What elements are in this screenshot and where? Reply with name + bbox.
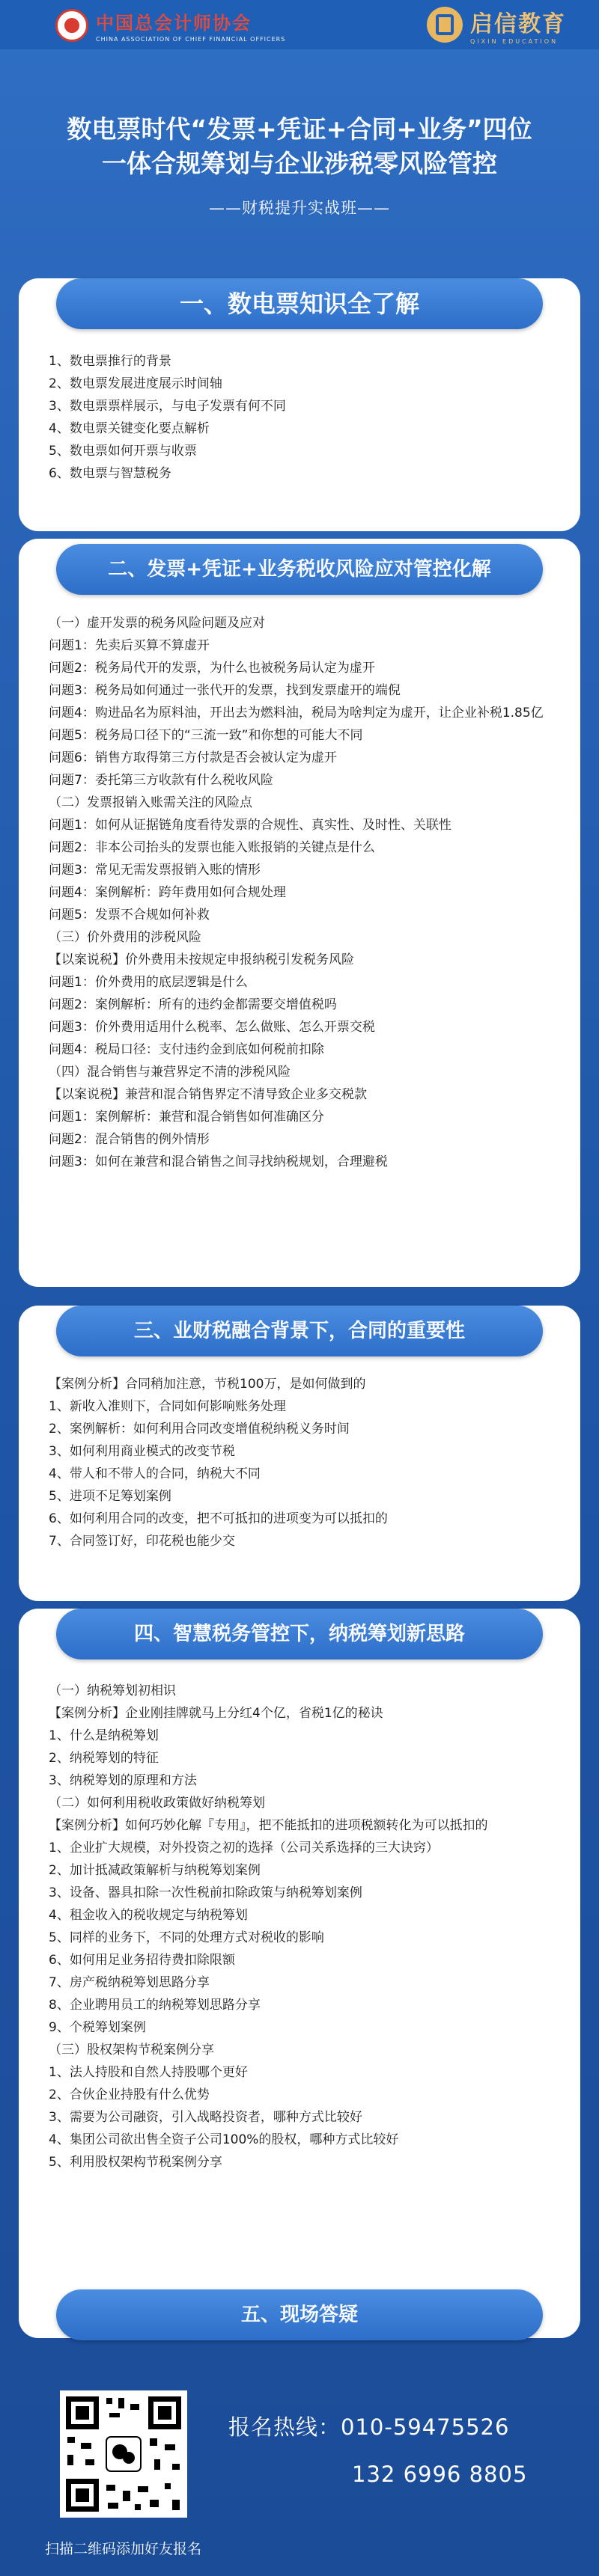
list-item	[49, 440, 558, 462]
list-item	[49, 1440, 558, 1463]
list-item-text: 混合销售的例外情形	[94, 1132, 210, 1147]
list-item-text: 什么是纳税筹划	[69, 1728, 159, 1743]
qr-code	[60, 2390, 187, 2518]
list-item-number: 问题1：	[49, 975, 95, 990]
list-item-number: 1、	[49, 354, 70, 369]
section-heading-3: 三、业财税融合背景下，合同的重要性	[56, 1306, 543, 1356]
list-item-number: 问题3：	[49, 1020, 95, 1035]
list-item	[49, 724, 558, 747]
list-item-number: 问题3：	[49, 1154, 95, 1169]
section-list-1	[49, 350, 558, 485]
list-item-number: 问题2：	[49, 840, 95, 855]
list-item-number: 2、	[49, 1751, 70, 1766]
list-item-text: 税局口径：支付违约金到底如何税前扣除	[94, 1042, 324, 1057]
qixin-logo	[427, 4, 592, 45]
list-item	[49, 1485, 558, 1508]
list-item-text: 税务局代开的发票，为什么也被税务局认定为虚开	[94, 661, 375, 676]
list-item-number: 6、	[49, 1953, 70, 1968]
list-item-text: 利用股权架构节税案例分享	[69, 2155, 222, 2170]
list-item	[49, 2106, 558, 2129]
list-item	[49, 1837, 558, 1859]
list-item-text: 如何巧妙化解『专用』，把不能抵扣的进项税额转化为可以抵扣的	[125, 1818, 488, 1833]
association-seal-icon	[55, 9, 88, 42]
list-item-text: 新收入准则下，合同如何影响账务处理	[69, 1399, 286, 1414]
list-item-number: 问题4：	[49, 885, 95, 900]
list-item-number: （四）	[49, 1065, 87, 1080]
title-line-2: 一体合规筹划与企业涉税零风险管控	[102, 149, 497, 178]
list-item	[49, 350, 558, 373]
list-item	[49, 1904, 558, 1927]
list-item-number: 3、	[49, 1773, 70, 1788]
top-banner	[0, 0, 599, 49]
list-item	[49, 1083, 558, 1106]
list-item-number: 【案例分析】	[49, 1377, 125, 1392]
list-item-number: 2、	[49, 376, 70, 391]
cacfo-logo	[55, 7, 302, 43]
list-item-text: 数电票发展进度展示时间轴	[69, 376, 222, 391]
list-item-text: 混合销售与兼营界定不清的涉税风险	[87, 1065, 291, 1080]
list-item-number: 3、	[49, 1444, 70, 1459]
list-item	[49, 679, 558, 702]
list-item-number: （一）	[49, 616, 87, 631]
list-item	[49, 1747, 558, 1769]
list-item	[49, 994, 558, 1016]
list-item-number: 问题2：	[49, 997, 95, 1012]
list-item-text: 价外费用的底层逻辑是什么	[94, 975, 248, 990]
hotline-phone-2: 132 6996 8805	[352, 2462, 528, 2487]
list-item-text: 股权架构节税案例分享	[87, 2043, 214, 2058]
list-item-text: 数电票与智慧税务	[69, 466, 171, 481]
list-item-number: 问题2：	[49, 1132, 95, 1147]
list-item-number: 问题4：	[49, 706, 95, 721]
list-item-number: 问题4：	[49, 1042, 95, 1057]
list-item-number: 1、	[49, 1399, 70, 1414]
list-item-number: 7、	[49, 1975, 70, 1990]
list-item-text: 进项不足筹划案例	[69, 1489, 171, 1504]
list-item	[49, 702, 558, 724]
list-item	[49, 1463, 558, 1485]
list-item	[49, 657, 558, 679]
list-item-text: 销售方取得第三方付款是否会被认定为虚开	[94, 750, 337, 765]
list-item-number: 【案例分析】	[49, 1706, 125, 1721]
list-item	[49, 1994, 558, 2016]
list-item-number: （一）	[49, 1683, 87, 1698]
list-item-number: 【案例分析】	[49, 1818, 125, 1833]
association-name: 中国总会计师协会	[96, 12, 252, 34]
list-item-number: 5、	[49, 2155, 70, 2170]
list-item-number: 4、	[49, 2132, 70, 2147]
list-item-text: 如何在兼营和混合销售之间寻找纳税规划，合理避税	[94, 1154, 388, 1169]
list-item-text: 案例解析：所有的违约金都需要交增值税吗	[94, 997, 337, 1012]
hotline-phone-1: 010-59475526	[341, 2414, 510, 2440]
list-item	[49, 2039, 558, 2061]
list-item	[49, 904, 558, 926]
list-item-number: 问题5：	[49, 908, 95, 923]
list-item-text: 企业聘用员工的纳税筹划思路分享	[69, 1998, 261, 2013]
list-item	[49, 1395, 558, 1418]
section-list-2	[49, 612, 558, 1173]
qixin-name-en: QIXIN EDUCATION	[470, 37, 559, 45]
list-item-number: 问题5：	[49, 728, 95, 743]
list-item-text: 常见无需发票报销入账的情形	[94, 863, 261, 878]
section-heading-2: 二、发票+凭证+业务税收风险应对管控化解	[56, 544, 543, 595]
list-item	[49, 2016, 558, 2039]
list-item	[49, 1859, 558, 1882]
list-item-text: 纳税筹划初相识	[87, 1683, 176, 1698]
list-item-number: （三）	[49, 2043, 87, 2058]
list-item	[49, 836, 558, 859]
list-item	[49, 792, 558, 814]
list-item-number: 5、	[49, 444, 70, 459]
list-item-number: 2、	[49, 1863, 70, 1878]
list-item	[49, 1508, 558, 1530]
list-item-number: 2、	[49, 2087, 70, 2102]
list-item-text: 设备、器具扣除一次性税前扣除政策与纳税筹划案例	[69, 1885, 362, 1900]
list-item-number: 7、	[49, 1534, 70, 1549]
list-item	[49, 1061, 558, 1083]
list-item-number: 1、	[49, 2065, 70, 2080]
list-item-number: 1、	[49, 1728, 70, 1743]
list-item	[49, 1702, 558, 1725]
list-item-text: 数电票推行的背景	[69, 354, 171, 369]
list-item-number: 问题3：	[49, 863, 95, 878]
list-item	[49, 926, 558, 949]
list-item-text: 加计抵减政策解析与纳税筹划案例	[69, 1863, 261, 1878]
qixin-mark-icon	[427, 7, 463, 43]
list-item-text: 发票报销入账需关注的风险点	[87, 795, 252, 810]
list-item-number: 5、	[49, 1930, 70, 1945]
list-item-number: （三）	[49, 930, 87, 945]
list-item-text: 个税筹划案例	[69, 2020, 146, 2035]
section-heading-1: 一、数电票知识全了解	[56, 278, 543, 329]
list-item-number: 3、	[49, 2110, 70, 2125]
list-item-text: 购进品名为原料油，开出去为燃料油，税局为啥判定为虚开，让企业补税1.85亿	[94, 706, 544, 721]
association-name-en: CHINA ASSOCIATION OF CHIEF FINANCIAL OFFICERS	[96, 36, 286, 43]
list-item	[49, 462, 558, 485]
list-item-text: 价外费用未按规定申报纳税引发税务风险	[125, 952, 354, 967]
list-item	[49, 1373, 558, 1395]
list-item	[49, 395, 558, 417]
hotline	[228, 2411, 509, 2441]
list-item	[49, 2084, 558, 2106]
list-item	[49, 2061, 558, 2084]
list-item-text: 数电票如何开票与收票	[69, 444, 197, 459]
list-item-number: 1、	[49, 1841, 70, 1855]
list-item	[49, 971, 558, 994]
list-item	[49, 769, 558, 792]
list-item-text: 如何利用商业模式的改变节税	[69, 1444, 235, 1459]
list-item	[49, 2129, 558, 2151]
list-item	[49, 1927, 558, 1949]
list-item-text: 企业扩大规模，对外投资之初的选择（公司关系选择的三大诀窍）	[69, 1841, 439, 1855]
list-item	[49, 1725, 558, 1747]
list-item-text: 房产税纳税筹划思路分享	[69, 1975, 210, 1990]
list-item	[49, 1769, 558, 1792]
list-item-text: 虚开发票的税务风险问题及应对	[87, 616, 265, 631]
list-item	[49, 814, 558, 836]
list-item	[49, 747, 558, 769]
list-item-text: 合同稍加注意，节税100万，是如何做到的	[125, 1377, 366, 1392]
list-item	[49, 417, 558, 440]
page-subtitle: ——财税提升实战班——	[209, 199, 390, 217]
list-item-text: 纳税筹划的原理和方法	[69, 1773, 197, 1788]
list-item-number: 8、	[49, 1998, 70, 2013]
section-list-4	[49, 1680, 558, 2173]
list-item-text: 企业刚挂牌就马上分红4个亿，省税1亿的秘诀	[125, 1706, 383, 1721]
list-item-number: 4、	[49, 421, 70, 436]
list-item-text: 如何用足业务招待费扣除限额	[69, 1953, 235, 1968]
list-item-number: 问题1：	[49, 638, 95, 653]
list-item-number: 3、	[49, 1885, 70, 1900]
list-item-number: （二）	[49, 1796, 87, 1811]
list-item-text: 如何从证据链角度看待发票的合规性、真实性、及时性、关联性	[94, 818, 451, 833]
list-item	[49, 1792, 558, 1814]
title-line-1: 数电票时代“发票+凭证+合同+业务”四位	[67, 114, 532, 144]
list-item-text: 带人和不带人的合同，纳税大不同	[69, 1466, 261, 1481]
list-item	[49, 1814, 558, 1837]
list-item-text: 税务局口径下的“三流一致”和你想的可能大不同	[94, 728, 363, 743]
list-item-number: 6、	[49, 1511, 70, 1526]
list-item	[49, 1128, 558, 1151]
list-item-number: 问题1：	[49, 1110, 95, 1125]
list-item-number: 4、	[49, 1466, 70, 1481]
list-item	[49, 634, 558, 657]
list-item-text: 价外费用的涉税风险	[87, 930, 201, 945]
list-item-text: 集团公司欲出售全资子公司100%的股权，哪种方式比较好	[69, 2132, 399, 2147]
list-item-text: 同样的业务下，不同的处理方式对税收的影响	[69, 1930, 324, 1945]
list-item-number: （二）	[49, 795, 87, 810]
list-item-text: 案例解析：如何利用合同改变增值税纳税义务时间	[69, 1422, 350, 1437]
list-item-number: 3、	[49, 399, 70, 414]
list-item-text: 纳税筹划的特征	[69, 1751, 159, 1766]
list-item	[49, 1106, 558, 1128]
list-item-number: 6、	[49, 466, 70, 481]
list-item-text: 数电票票样展示，与电子发票有何不同	[69, 399, 286, 414]
list-item-text: 案例解析：跨年费用如何合规处理	[94, 885, 286, 900]
list-item-text: 先卖后买算不算虚开	[94, 638, 210, 653]
list-item-text: 价外费用适用什么税率、怎么做账、怎么开票交税	[94, 1020, 375, 1035]
section-list-3	[49, 1373, 558, 1552]
list-item-text: 发票不合规如何补救	[94, 908, 210, 923]
list-item-text: 需要为公司融资，引入战略投资者，哪种方式比较好	[69, 2110, 362, 2125]
list-item	[49, 1971, 558, 1994]
list-item-text: 如何利用合同的改变，把不可抵扣的进项变为可以抵扣的	[69, 1511, 388, 1526]
list-item-number: 问题1：	[49, 818, 95, 833]
list-item	[49, 1038, 558, 1061]
list-item-text: 数电票关键变化要点解析	[69, 421, 210, 436]
qr-code-icon	[60, 2390, 187, 2518]
list-item	[49, 612, 558, 634]
list-item-text: 委托第三方收款有什么税收风险	[94, 773, 273, 788]
list-item	[49, 1882, 558, 1904]
section-heading-5: 五、现场答疑	[56, 2289, 543, 2340]
list-item-text: 税务局如何通过一张代开的发票，找到发票虚开的端倪	[94, 683, 401, 698]
section-heading-4: 四、智慧税务管控下，纳税筹划新思路	[56, 1609, 543, 1659]
list-item-text: 兼营和混合销售界定不清导致企业多交税款	[125, 1087, 367, 1102]
list-item-text: 合伙企业持股有什么优势	[69, 2087, 210, 2102]
list-item-number: 2、	[49, 1422, 70, 1437]
list-item-number: 9、	[49, 2020, 70, 2035]
list-item-number: 【以案说税】	[49, 1087, 125, 1102]
list-item-number: 问题2：	[49, 661, 95, 676]
list-item-text: 租金收入的税收规定与纳税筹划	[69, 1908, 248, 1923]
list-item-number: 5、	[49, 1489, 70, 1504]
list-item	[49, 1151, 558, 1173]
list-item	[49, 1949, 558, 1971]
list-item	[49, 1418, 558, 1440]
list-item-text: 合同签订好，印花税也能少交	[69, 1534, 235, 1549]
list-item-text: 案例解析：兼营和混合销售如何准确区分	[94, 1110, 324, 1125]
scan-qr-caption: 扫描二维码添加好友报名	[45, 2541, 202, 2557]
list-item-text: 法人持股和自然人持股哪个更好	[69, 2065, 248, 2080]
list-item-text: 非本公司抬头的发票也能入账报销的关键点是什么	[94, 840, 375, 855]
list-item-number: 问题7：	[49, 773, 95, 788]
list-item-text: 如何利用税收政策做好纳税筹划	[87, 1796, 265, 1811]
list-item	[49, 1016, 558, 1038]
hotline-label: 报名热线：	[228, 2414, 341, 2440]
list-item-number: 4、	[49, 1908, 70, 1923]
list-item	[49, 2151, 558, 2173]
list-item	[49, 1530, 558, 1552]
list-item	[49, 949, 558, 971]
list-item	[49, 373, 558, 395]
page-title	[30, 112, 569, 181]
list-item-number: 问题3：	[49, 683, 95, 698]
list-item-number: 问题6：	[49, 750, 95, 765]
list-item	[49, 1680, 558, 1702]
list-item-number: 【以案说税】	[49, 952, 125, 967]
list-item	[49, 881, 558, 904]
qixin-name: 启信教育	[470, 10, 566, 37]
list-item	[49, 859, 558, 881]
